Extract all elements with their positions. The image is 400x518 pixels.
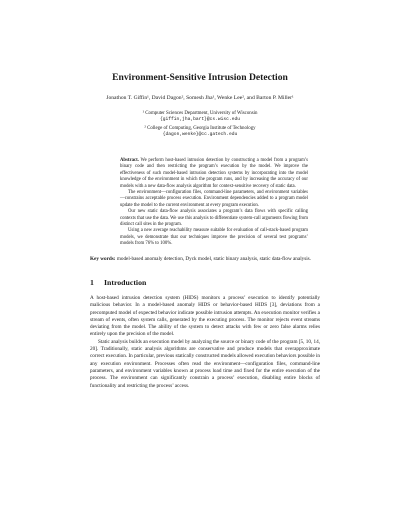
abstract	[120, 158, 308, 248]
body-paragraph: A host-based intrusion detection system (HIDS) monitors a process’ execution to identify potentially malicious behavior. In a model-based anomaly HIDS or behavior-based HIDS [3], deviations from a precomputed model of expected behavior indicate possible intrusion attempts. An execution monitor verifies a stream of events, often system calls, generated by the executing process. The monitor rejects event streams deviating from the model. The ability of the system to detect attacks with few or zero false alarms relies entirely upon the precision of the model.	[90, 295, 320, 338]
body-text	[90, 295, 320, 390]
abstract-paragraph: The environment—configuration files, command-line parameters, and environment variables—constrains acceptable process execution. Environment dependencies added to a program model update the model to the current environment at every program execution.	[120, 190, 308, 208]
body-paragraph: Static analysis builds an execution model by analyzing the source or binary code of the program [5, 10, 14, 20]. Traditionally, static analysis algorithms are conservative and produce models that overapproximate correct execution. In particular, previous statically constructed models allowed execution behaviors possible in any execution environment. Processes often read the environment—configuration files, command-line parameters, and environment variables known at process load time and fixed for the entire execution of the process. The environment can significantly constrain a process’ execution, disabling entire blocks of functionality and restricting the process’ access.	[90, 338, 320, 389]
abstract-paragraph	[120, 158, 308, 190]
paper-title: Environment-Sensitive Intrusion Detection	[112, 72, 288, 83]
affiliation-2-line: ² College of Computing, Georgia Institute of Technology	[144, 126, 256, 131]
affiliation-1-email: {giffin,jha,bart}@cs.wisc.edu	[160, 117, 240, 123]
keywords-heading: Key words:	[90, 256, 116, 262]
abstract-text: We perform host-based intrusion detection by constructing a model from a program’s binary code and then restricting the program’s execution by the model. We improve the effectiveness of such model-based intrusion detection systems by incorporating into the model knowledge of the environment in which the program runs, and by increasing the accuracy of our models with a new data-flow analysis algorithm for context-sensitive recovery of static data.	[120, 158, 308, 189]
affiliation-1	[0, 111, 400, 124]
abstract-paragraph: Our new static data-flow analysis associates a program’s data flows with specific calling contexts that use the data. We use this analysis to differentiate system-call arguments flowing from distinct call sites in the program.	[120, 209, 308, 228]
author-list: Jonathon T. Giffin¹, David Dagon², Somesh Jha¹, Wenke Lee², and Barton P. Miller¹	[106, 95, 294, 101]
keywords-text: model-based anomaly detection, Dyck model, static binary analysis, static data-flow analysis.	[116, 256, 311, 262]
abstract-heading: Abstract.	[120, 158, 139, 163]
abstract-paragraph: Using a new average reachability measure suitable for evaluation of call-stack-based program models, we demonstrate that our techniques improve the precision of several test programs’ models from 76% to 100%.	[120, 228, 308, 247]
section-title: Introduction	[104, 278, 147, 287]
affiliation-1-line: ¹ Computer Sciences Department, University of Wisconsin	[142, 111, 258, 116]
section-heading	[90, 278, 146, 288]
affiliation-2	[0, 126, 400, 139]
keywords	[90, 256, 320, 263]
section-number: 1	[90, 278, 94, 287]
affiliation-2-email: {dagon,wenke}@cc.gatech.edu	[162, 132, 238, 138]
